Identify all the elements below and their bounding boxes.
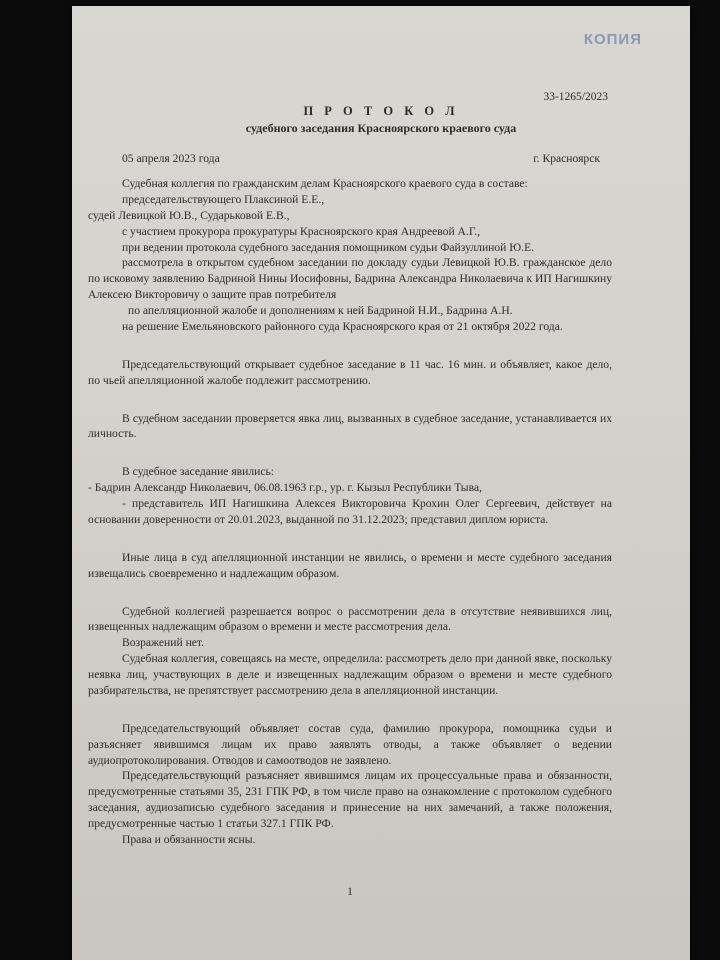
paragraph-absence-question: Судебной коллегией разрешается вопрос о рассмотрении дела в отсутствие неявившихся лиц, извещенных надлежащим образом о времени и месте рассмотрения дела.: [88, 604, 612, 634]
clerk-line: при ведении протокола судебного заседания помощником судьи Файзуллиной Ю.Е.: [122, 240, 535, 254]
document-subtitle: судебного заседания Красноярского краевого суда: [245, 121, 517, 135]
prosecutor-line: с участием прокурора прокуратуры Красноярского края Андреевой А.Г.,: [122, 224, 481, 238]
document-body: [88, 176, 612, 848]
paragraph-rights: Председательствующий разъясняет явившимся лицам их процессуальные права и обязанности, предусмотренные статьями 35, 231 ГПК РФ, в том числе право на ознакомление с протоколом судебного заседания, аудиозаписью судебного заседания и принесение на них замечаний, а также положения, предусмотренные частью 1 статьи 327.1 ГПК РФ.: [88, 769, 612, 830]
document-page: [72, 6, 690, 960]
paragraph-absent: Иные лица в суд апелляционной инстанции не явились, о времени и месте судебного заседания извещались своевременно и надлежащим образом.: [88, 550, 612, 580]
document-title: П Р О Т О К О Л: [303, 104, 459, 118]
paragraph-rights-clear: Права и обязанности ясны.: [122, 832, 256, 846]
session-city: г. Красноярск: [533, 152, 600, 165]
decision-line: на решение Емельяновского районного суда Красноярского края от 21 октября 2022 года.: [122, 319, 563, 333]
composition-line: Судебная коллегия по гражданским делам Красноярского краевого суда в составе:: [122, 177, 528, 190]
paragraph-attendance-check: В судебном заседании проверяется явка лиц, вызванных в судебное заседание, устанавливается их личность.: [88, 411, 612, 441]
paragraph-attendees: [88, 464, 612, 528]
case-description-line: рассмотрела в открытом судебном заседании по докладу судьи Левицкой Ю.В. гражданское дело по исковому заявлению Бадриной Нины Иосифовны, Бадрина Александра Николаевича к ИП Нагишкину Алексею Викторовичу о защите прав потребителя: [88, 256, 612, 302]
session-date: 05 апреля 2023 года: [122, 152, 220, 165]
case-number: 33-1265/2023: [543, 91, 608, 103]
paragraph-no-objections: Возражений нет.: [122, 636, 205, 650]
presiding-judge-line: председательствующего Плаксиной Е.Е.,: [122, 192, 325, 206]
page-number: 1: [347, 886, 353, 898]
attendee-representative: - представитель ИП Нагишкина Алексея Викторовича Крохин Олег Сергеевич, действует на основании доверенности от 20.01.2023, выданной по 31.12.2023; представил диплом юриста.: [88, 497, 612, 526]
paragraph-composition: [88, 176, 612, 335]
paragraph-opening: Председательствующий открывает судебное заседание в 11 час. 16 мин. и объявляет, какое дело, по чьей апелляционной жалобе подлежит рассмотрению.: [88, 357, 612, 387]
attendees-heading: В судебное заседание явились:: [122, 465, 274, 479]
paragraph-ruling: Судебная коллегия, совещаясь на месте, определила: рассмотреть дело при данной явке, поскольку неявка лиц, участвующих в деле и извещенных надлежащим образом о времени и месте судебного разбирательства, не препятствует рассмотрению дела в апелляционной инстанции.: [88, 652, 612, 697]
attendee-badrin: - Бадрин Александр Николаевич, 06.08.1963 г.р., ур. г. Кызыл Республики Тыва,: [88, 481, 482, 495]
date-line: [122, 151, 600, 167]
judges-line: судей Левицкой Ю.В., Сударьковой Е.В.,: [88, 208, 290, 222]
appeal-line: по апелляционной жалобе и дополнениям к ней Бадриной Н.И., Бадрина А.Н.: [128, 304, 513, 317]
copy-stamp: КОПИЯ: [583, 31, 642, 48]
paragraph-court-composition: Председательствующий объявляет состав суда, фамилию прокурора, помощника судьи и разъясняет явившимся лицам их право заявлять отводы, а также объявляет о ведении аудиопротоколирования. Отводов и самоотводов не заявлено.: [88, 721, 612, 767]
